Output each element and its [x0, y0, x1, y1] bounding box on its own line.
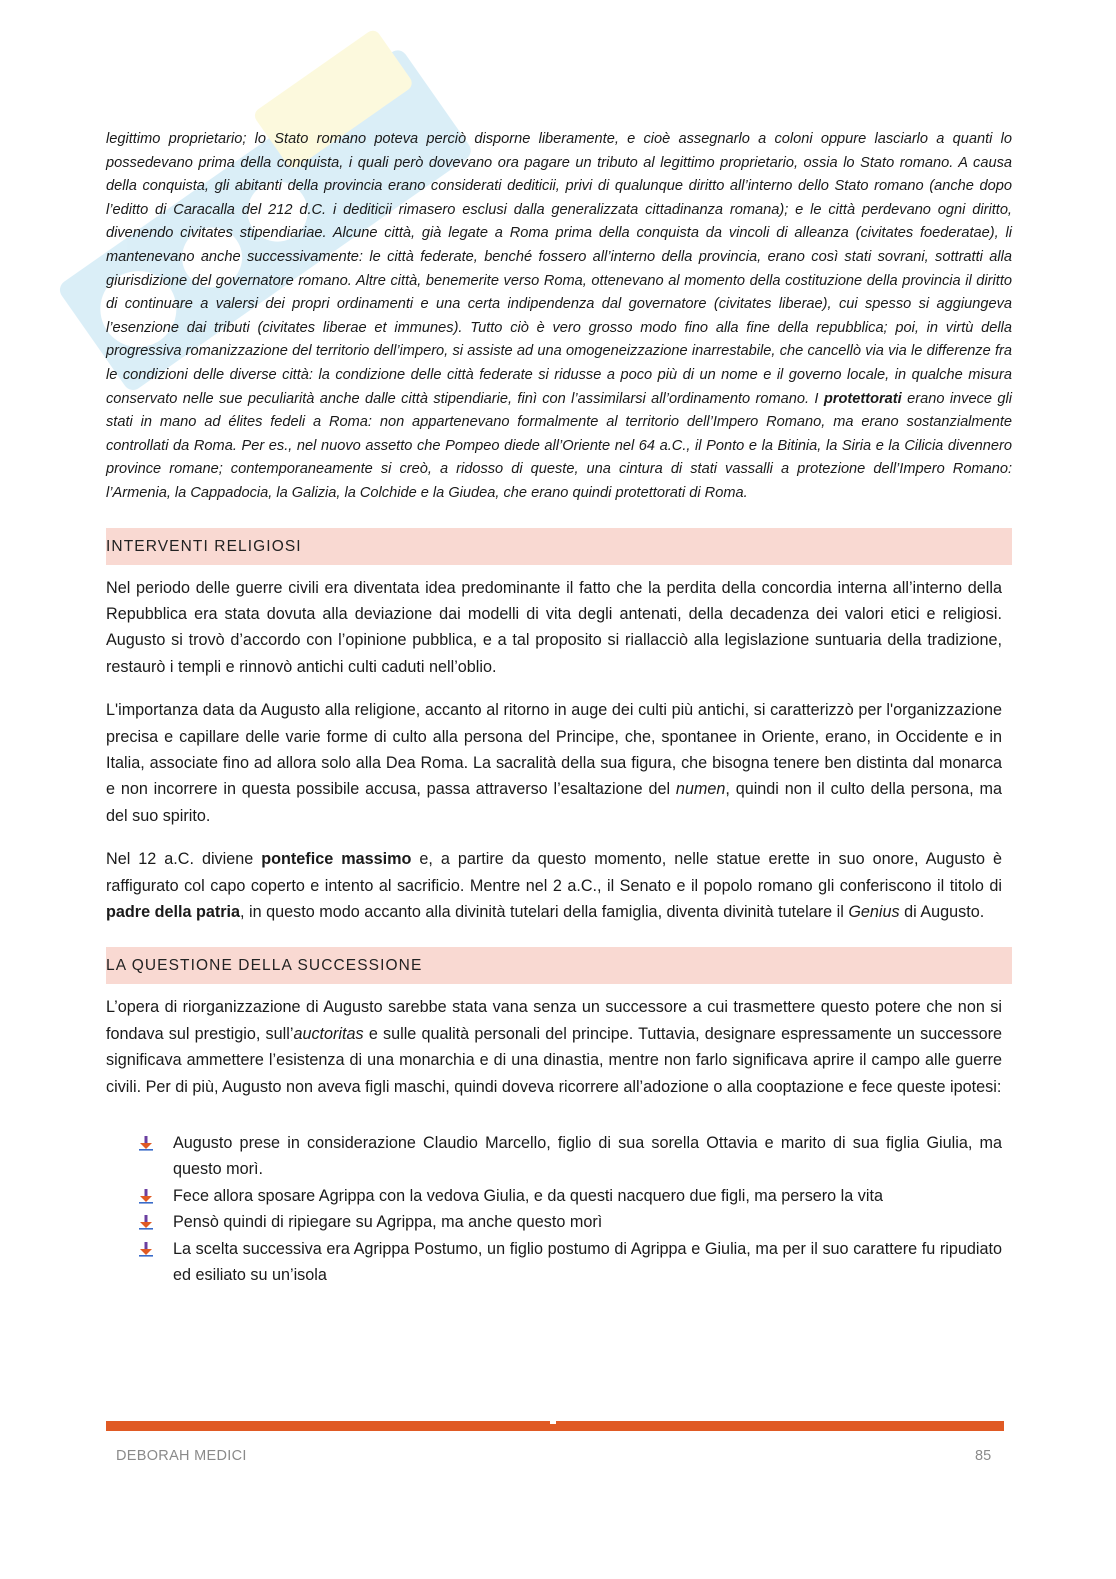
succession-list: [106, 1130, 1002, 1288]
list-item-text: Fece allora sposare Agrippa con la vedova Giulia, e da questi nacquero due figli, ma persero la vita: [173, 1186, 883, 1205]
religious-paragraph-2: L'importanza data da Augusto alla religione, accanto al ritorno in auge dei culti più antichi, si caratterizzò per l'organizzazione precisa e capillare delle varie forme di culto alla persona del Principe, che, spontanee in Oriente, erano, in Occidente e in Italia, associate fino ad allora solo alla Dea Roma. La sacralità della sua figura, che bisogna tenere ben distinta dal monarca e non incorrere in questa possibile accusa, passa attraverso l’esaltazione del numen, quindi non il culto della persona, ma del suo spirito.: [106, 701, 1002, 825]
arrow-bullet-icon: [138, 1214, 154, 1230]
succession-paragraph: L’opera di riorganizzazione di Augusto sarebbe stata vana senza un successore a cui trasmettere questo potere che non si fondava sul prestigio, sull’auctoritas e sulle qualità personali del principe. Tuttavia, designare espressamente un successore significava ammettere l’esistenza di una monarchia e di una dinastia, mentre non farlo significava aprire il campo alle guerre civili. Per di più, Augusto non aveva figli maschi, quindi doveva ricorrere all’adozione o alla cooptazione e fece queste ipotesi:: [106, 998, 1002, 1096]
bold-term-protettorati: protettorati: [823, 390, 902, 407]
list-item: [106, 1183, 1002, 1209]
bold-term-padre-patria: padre della patria: [106, 902, 241, 921]
list-item-text: Augusto prese in considerazione Claudio Marcello, figlio di sua sorella Ottavia e marito di sua figlia Giulia, ma questo morì.: [173, 1134, 1002, 1179]
section-heading-text: LA QUESTIONE DELLA SUCCESSIONE: [106, 957, 423, 975]
section-heading-religious: [106, 528, 1012, 565]
list-item: [106, 1209, 1002, 1235]
list-item-text: La scelta successiva era Agrippa Postumo, un figlio postumo di Agrippa e Giulia, ma per il suo carattere fu ripudiato ed esiliato su un’isola: [173, 1239, 1002, 1285]
list-item: [106, 1236, 1002, 1289]
footer-author: DEBORAH MEDICI: [116, 1448, 247, 1464]
list-item-text: Pensò quindi di ripiegare su Agrippa, ma anche questo morì: [173, 1213, 603, 1232]
arrow-bullet-icon: [138, 1241, 154, 1257]
bold-term-pontefice: pontefice massimo: [261, 850, 412, 869]
section-heading-text: INTERVENTI RELIGIOSI: [106, 537, 302, 555]
arrow-bullet-icon: [138, 1188, 154, 1204]
religious-paragraph-1: Nel periodo delle guerre civili era diventata idea predominante il fatto che la perdita della concordia interna all’interno della Repubblica era stata dovuta alla deviazione dai modelli di vita degli antenati, della decadenza dei valori etici e religiosi. Augusto si trovò d’accordo con l’opinione pubblica, e a tal proposito si riallacciò alla legislazione suntuaria della tradizione, restaurò i templi e rinnovò antichi culti caduti nell’oblio.: [106, 578, 1002, 676]
page-content: [106, 128, 1012, 1288]
page-number: 85: [975, 1448, 992, 1464]
section-heading-succession: [106, 947, 1012, 984]
footer-divider: [106, 1421, 1004, 1431]
intro-paragraph: legittimo proprietario; lo Stato romano poteva perciò disporne liberamente, e cioè assegnarlo a coloni oppure lasciarlo a quanti lo possedevano prima della conquista, i quali però dovevano ora pagare un tributo al legittimo proprietario, ossia lo Stato romano. A causa della conquista, gli abitanti della provincia erano considerati dediticii, privi di qualunque diritto all’interno dello Stato romano (anche dopo l’editto di Caracalla del 212 d.C. i dediticii rimasero esclusi dalla generalizzata cittadinanza romana); e le città perdevano ogni diritto, divenendo civitates stipendiariae. Alcune città, già legate a Roma prima della conquista da vincoli di alleanza (civitates foederatae), li mantenevano anche successivamente: le città federate, benché fossero all’interno della provincia, erano così stati sovrani, sottratti alla giurisdizione del governatore romano. Altre città, benemerite verso Roma, ottenevano al momento della costituzione della provincia il diritto di continuare a valersi dei propri ordinamenti e una certa indipendenza dal governatore (civitates liberae), cui spesso si aggiungeva l’esenzione dai tributi (civitates liberae et immunes). Tutto ciò è vero grosso modo fino alla fine della repubblica; poi, in virtù della progressiva romanizzazione del territorio dell’impero, si assiste ad una omogeneizzazione inarrestabile, che cancellò via via le differenze fra le condizioni delle diverse città: la condizione delle città federate si ridusse a poco più di un nome e il governo locale, in qualche misura conservato nelle sue peculiarità anche dalle città stipendiarie, finì con l’assimilarsi all’ordinamento romano. I protettorati erano invece gli stati in mano ad élites fedeli a Roma: non appartenevano formalmente al territorio dell’Impero Romano, ma erano sostanzialmente controllati da Roma. Per es., nel nuovo assetto che Pompeo diede all’Oriente nel 64 a.C., il Ponto e la Bitinia, la Siria e la Cilicia divennero province romane; contemporaneamente si creò, a ridosso di queste, una cintura di stati vassalli a protezione dell’Impero Romano: l’Armenia, la Cappadocia, la Galizia, la Colchide e la Giudea, che erano quindi protettorati di Roma.: [106, 131, 1012, 501]
religious-paragraph-3: Nel 12 a.C. diviene pontefice massimo e, a partire da questo momento, nelle statue erette in suo onore, Augusto è raffigurato col capo coperto e intento al sacrificio. Mentre nel 2 a.C., il Senato e il popolo romano gli conferiscono il titolo di padre della patria, in questo modo accanto alla divinità tutelari della famiglia, diventa divinità tutelare il Genius di Augusto.: [106, 850, 1002, 921]
list-item: [106, 1130, 1002, 1183]
arrow-bullet-icon: [138, 1135, 154, 1151]
italic-term-numen: numen: [675, 780, 726, 799]
italic-term-auctoritas: auctoritas: [293, 1024, 364, 1043]
italic-term-genius: Genius: [848, 902, 900, 921]
